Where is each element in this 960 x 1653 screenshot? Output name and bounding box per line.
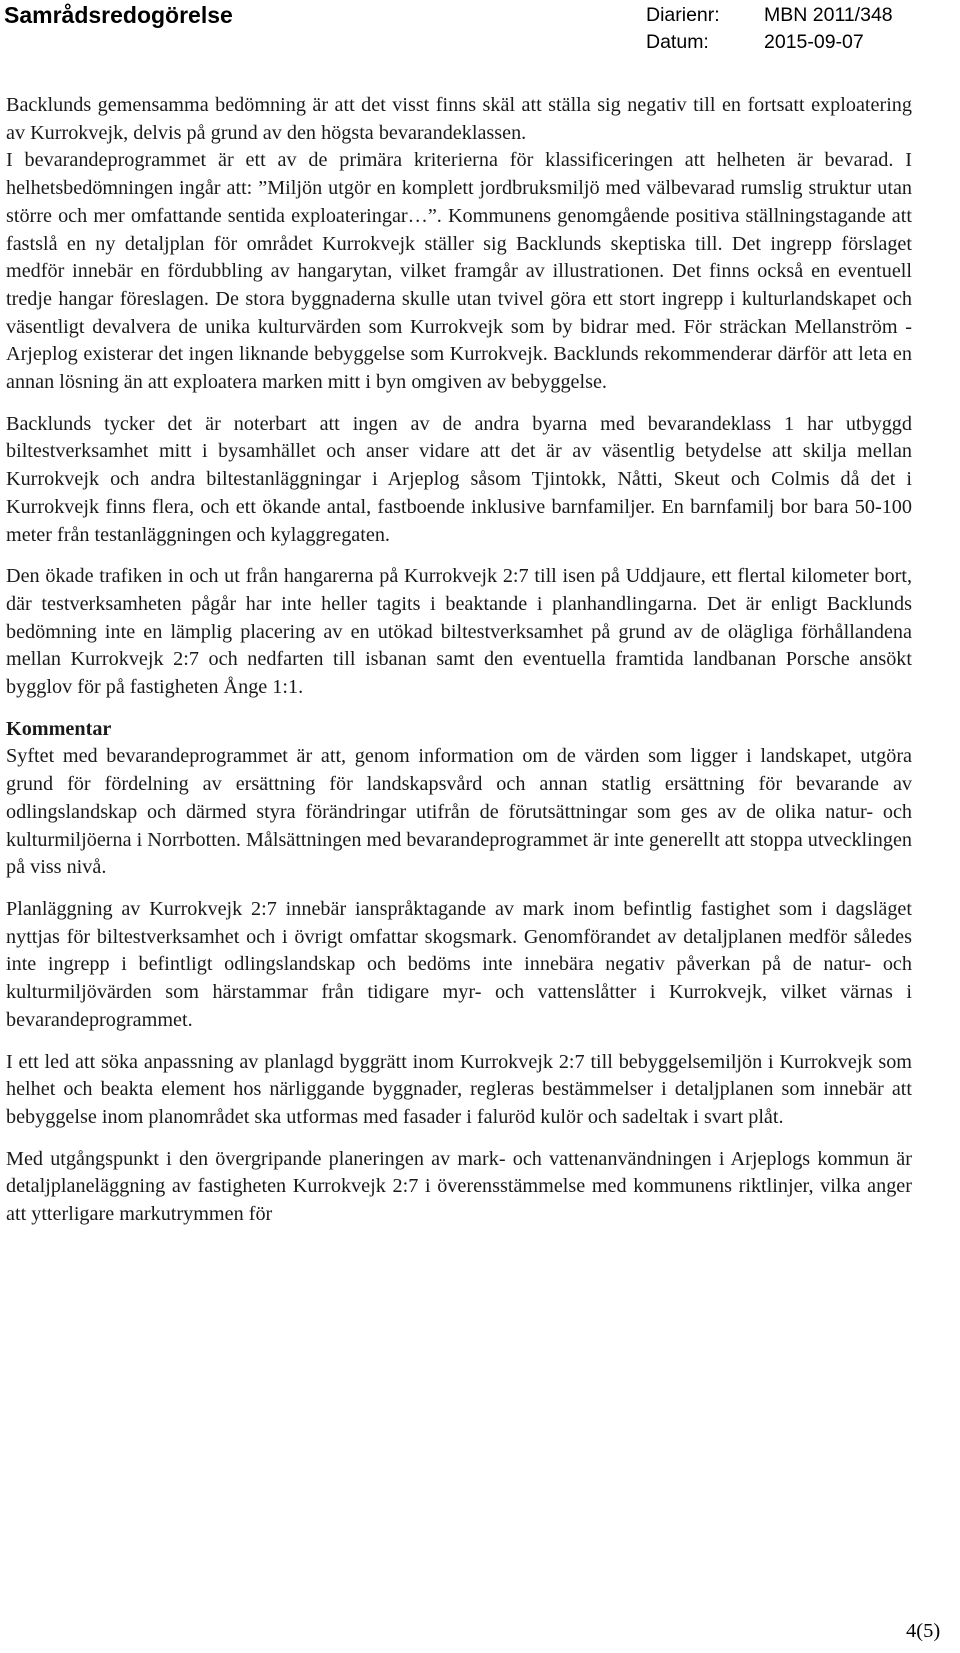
datum-row xyxy=(646,29,893,56)
paragraph: Backlunds gemensamma bedömning är att det visst finns skäl att ställa sig negativ till en fortsatt exploatering av Kurrokvejk, delvis på grund av den högsta bevarandeklassen. xyxy=(6,94,912,144)
diarienr-label: Diarienr: xyxy=(646,4,720,26)
paragraph: Planläggning av Kurrokvejk 2:7 innebär ianspråktagande av mark inom befintlig fastighet som i dagsläget nyttjas för biltestverksamhet och i övrigt omfattar skogsmark. Genomförandet av detaljplanen medför således inte ingrepp i befintligt odlingslandskap och bedöms inte innebära negativ påverkan på de natur- och kulturmiljövärden som härstammar från tidigare myr- och vattenslåtter i Kurrokvejk, vilket värnas i bevarandeprogrammet. xyxy=(6,897,912,1031)
datum-value: 2015-09-07 xyxy=(764,31,864,53)
paragraph: I ett led att söka anpassning av planlagd byggrätt inom Kurrokvejk 2:7 till bebyggelsemiljön i Kurrokvejk som helhet och beakta element hos närliggande byggnader, regleras bestämmelser i detaljplanen som innebär att bebyggelse inom planområdet ska utformas med fasader i faluröd kulör och sadeltak i svart plåt. xyxy=(6,1050,912,1128)
comment-heading: Kommentar xyxy=(6,717,112,740)
paragraph: Syftet med bevarandeprogrammet är att, genom information om de värden som ligger i landskapet, utgöra grund för fördelning av ersättning för landskapsvård och annan statlig ersättning för bevarande av odlingslandskap och därmed styra förändringar utifrån de förutsättningar som ges av de olika natur- och kulturmiljöerna i Norrbotten. Målsättningen med bevarandeprogrammet är inte generellt att stoppa utvecklingen på viss nivå. xyxy=(6,745,912,879)
document-meta xyxy=(646,2,893,56)
paragraph: Med utgångspunkt i den övergripande planeringen av mark- och vattenanvändningen i Arjeplogs kommun är detaljplaneläggning av fastigheten Kurrokvejk 2:7 i överensstämmelse med kommunens riktlinjer, vilka anger att ytterligare markutrymmen för xyxy=(6,1147,912,1226)
diarienr-row xyxy=(646,2,893,29)
paragraph: Den ökade trafiken in och ut från hangarerna på Kurrokvejk 2:7 till isen på Uddjaure, ett flertal kilometer bort, där testverksamheten pågår har inte heller tagits i beaktande i planhandlingarna. Det är enligt Backlunds bedömning inte en lämplig placering av en utökad biltestverksamhet på grund av de olägliga förhållandena mellan Kurrokvejk 2:7 och nedfarten till isbanan samt den eventuella framtida landbanan Porsche ansökt bygglov för på fastigheten Ånge 1:1. xyxy=(6,565,912,699)
datum-label: Datum: xyxy=(646,31,709,53)
diarienr-value: MBN 2011/348 xyxy=(764,4,893,26)
page-number: 4(5) xyxy=(906,1620,941,1642)
document-body xyxy=(6,92,912,1243)
paragraph: Backlunds tycker det är noterbart att ingen av de andra byarna med bevarandeklass 1 har utbyggd biltestverksamhet mitt i bysamhället och anser vidare att det är av väsentlig betydelse att skilja mellan Kurrokvejk och andra biltestanläggningar i Arjeplog såsom Tjintokk, Nåtti, Skeut och Colmis då det i Kurrokvejk finns flera, och ett ökande antal, fastboende inklusive barnfamiljer. En barnfamilj bor bara 50-100 meter från testanläggningen och kylaggregaten. xyxy=(6,412,912,546)
document-title: Samrådsredogörelse xyxy=(4,2,233,28)
paragraph: I bevarandeprogrammet är ett av de primära kriterierna för klassificeringen att helheten är bevarad. I helhetsbedömningen ingår att: ”Miljön utgör en komplett jordbruksmiljö med välbevarad rumslig struktur utan större och mer omfattande sentida exploateringar…”. Kommunens genomgående positiva ställningstagande att fastslå en ny detaljplan för området Kurrokvejk ställer sig Backlunds skeptiska till. Det ingrepp förslaget medför innebär en fördubbling av hangarytan, vilket framgår av illustrationen. Det finns också en eventuell tredje hangar föreslagen. De stora byggnaderna skulle utan tvivel göra ett stort ingrepp i kulturlandskapet och väsentligt devalvera de unika kulturvärden som Kurrokvejk som by bidrar med. För sträckan Mellanström - Arjeplog existerar det ingen liknande bebyggelse som Kurrokvejk. Backlunds rekommenderar därför att leta en annan lösning än att exploatera marken mitt i byn omgiven av bebyggelse. xyxy=(6,149,912,394)
